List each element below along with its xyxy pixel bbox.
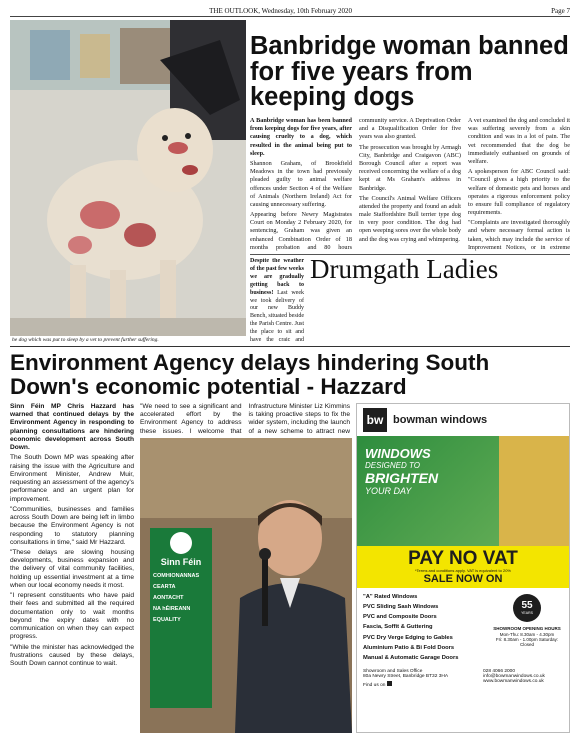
dog-photo (10, 20, 246, 336)
ad-email: info@bowmanwindows.co.uk (483, 673, 545, 679)
social-icon (387, 681, 392, 686)
section-divider (10, 346, 570, 347)
ad-hours: Fri: 8.30am - 1.00pm Saturday: Closed (495, 637, 559, 647)
bowman-windows-ad (356, 403, 570, 733)
story1-paragraph: Shannon Graham, of Brookfield Meadows in the town had previously pleaded guilty to animal welfare offences under Section 4 of the Welfare of Animals (Northern Ireland) Act for causing unnecessary suffering. (250, 159, 352, 208)
banner-brand: Sinn Féin (160, 557, 202, 567)
ad-item: Fascia, Soffit & Guttering (363, 624, 433, 631)
ad-promo-box (357, 546, 569, 588)
sinn-fein-logo-icon (170, 532, 192, 554)
ad-hours: Mon-Thu: 8.30am - 4.30pm (499, 632, 555, 637)
ad-item: Aluminium Patio & Bi Fold Doors (363, 644, 455, 651)
story2-headline: Environment Agency delays hindering South Down's economic potential - Hazzard (10, 350, 490, 400)
banner-line: AONTACHT (153, 595, 184, 601)
banner-line: NA hÉIREANN (153, 606, 191, 612)
ad-years-badge (513, 594, 541, 622)
ad-product-list (357, 588, 485, 667)
ad-showroom: Showroom and Sales Office (363, 668, 423, 674)
story1-paragraph: A spokesperson for ABC Council said: "Council gives a high priority to the welfare of domestic pets and horses and operates a rigorous enforcement policy to ensure full compliance of regulatory requirements. (468, 168, 570, 217)
drumgath-text: Last week we took delivery of our new Buddy Bench, situated beside the Parish Centre. Just the place to sit and have the craic and (250, 289, 304, 344)
banner-line: COMHIONANNAS (153, 573, 200, 579)
page-header (10, 3, 570, 17)
dog-illustration (10, 20, 246, 336)
story1-paragraph: The prosecution was brought by Armagh City, Banbridge and Craigavon (ABC) Borough Council after a report was received concerning the welfare of a dog kept at Ms Graham's address in Banbridge. (359, 143, 461, 192)
ad-tagline: DESIGNED TO (365, 461, 420, 470)
story1-headline: Banbridge woman banned for five years from keeping dogs (250, 32, 569, 111)
ad-badge-label: YEARS (521, 611, 533, 615)
header-date: THE OUTLOOK, Wednesday, 10th February 2020 (209, 7, 353, 15)
ad-phone: 028 4066 2000 (483, 668, 516, 674)
ad-brand: bowman windows (393, 414, 488, 426)
drumgath-lede: Despite the weather of the past few weeks we are gradually getting back to business! Last week we took delivery of our new Buddy Bench, situated beside the Parish Centre. Just the place to sit and have the craic and (250, 258, 304, 344)
story1-paragraph: A vet examined the dog and concluded it was suffering severely from a skin condition and was in a lot of pain. The vet recommended that the dog be immediately euthanised on grounds of welfare. (468, 117, 570, 165)
ad-promo: PAY NO VAT (408, 548, 518, 569)
story2-paragraph: "I represent constituents who have paid their fees and submitted all the required documentation only to wait months beyond the expiry dates with no communication on when they can expect progress. (10, 592, 134, 641)
ad-address: 80a Newry Street, Banbridge BT32 3HA (363, 673, 449, 679)
ad-sale: SALE NOW ON (423, 573, 503, 585)
sinn-fein-banner (150, 528, 212, 708)
ad-item: PVC Sliding Sash Windows (363, 604, 439, 611)
ad-tagline: YOUR DAY (365, 486, 412, 496)
ad-hero (357, 436, 569, 546)
story1-paragraph: "Complaints are investigated thoroughly and where necessary formal action is taken, which may include the service of Improvement Notices, or in extreme (468, 219, 570, 251)
ad-item: PVC Dry Verge Edging to Gables (363, 634, 453, 641)
story2-paragraph: "Communities, businesses and families across South Down are being left in limbo because the Environment Agency is not responding to statutory planning consultations in time," said Mr Hazzard. (10, 505, 134, 546)
ad-web: www.bowmanwindows.co.uk (483, 678, 544, 684)
ad-showroom-title: SHOWROOM OPENING HOURS (493, 626, 561, 631)
story2-lede: Sinn Féin MP Chris Hazzard has warned that continued delays by the Environment Agency in responding to planning consultations are hindering economic development across South Down. (10, 403, 134, 452)
ad-badge-number: 55 (521, 600, 533, 611)
story1-lede: A Banbridge woman has been banned from keeping dogs for five years, after causing cruelty to a dog, which resulted in the animal being put to sleep. (250, 117, 352, 157)
ad-item: Manual & Automatic Garage Doors (363, 654, 459, 661)
ad-logo-icon: bw (363, 408, 387, 432)
banner-line: EQUALITY (153, 617, 181, 623)
ad-logo-bar (357, 404, 569, 436)
page-number: Page 7 (551, 7, 570, 15)
story2-paragraph: The South Down MP was speaking after raising the issue with the Agriculture and Environment Minister, Andrew Muir, requesting an assessment of the agency's performance and an urgent plan for improvement. (10, 454, 134, 503)
ad-woman-image (499, 436, 569, 546)
ad-footer (357, 667, 569, 690)
ad-tagline: BRIGHTEN (365, 470, 439, 486)
photo-caption: he dog which was put to sleep by a vet to prevent further suffering. (12, 337, 159, 343)
story1-body (250, 117, 570, 252)
ad-promo-fine: *Terms and conditions apply. VAT is equivalent to 20% (415, 568, 511, 573)
banner-line: CEARTA (153, 584, 176, 590)
story2-body (10, 403, 134, 733)
ad-tagline: WINDOWS (365, 446, 431, 461)
ad-find-us: Find us on (363, 681, 483, 688)
story2-continued (140, 403, 350, 437)
story1-paragraph: Appearing before Newry Magistrates Court on Monday 2 February 2020, for sentencing, Graham was given an enhanced Combination Order of 18 months probation and 80 hours community service. A Deprivation Order and a Disqualification Order for five years was also granted. (250, 117, 461, 251)
story2-paragraph: "While the minister has acknowledged the frustrations caused by these delays, South Down cannot continue to wait. (10, 643, 134, 668)
story1-paragraph: The Council's Animal Welfare Officers attended the property and found an adult male Staffordshire Bull terrier type dog in very poor condition. The dog had open weeping sores over the whole body and the dog was crying and whimpering. (359, 194, 461, 243)
ad-item: PVC and Composite Doors (363, 614, 437, 621)
story2-paragraph: "These delays are slowing housing developments, business expansion and the delivery of vital community facilities, holding up essential investment at a time when our local economy needs it most. (10, 548, 134, 589)
drumgath-headline: Drumgath Ladies (310, 254, 499, 284)
story2-paragraph: "We need to see a significant and accelerated effort by the Environment Agency to address these issues. I welcome that Infrastructure Minister Liz Kimmins is taking proactive steps to fix the wider system, including the launch of a new scheme to attract new (140, 403, 350, 435)
ad-item: "A" Rated Windows (363, 594, 418, 600)
